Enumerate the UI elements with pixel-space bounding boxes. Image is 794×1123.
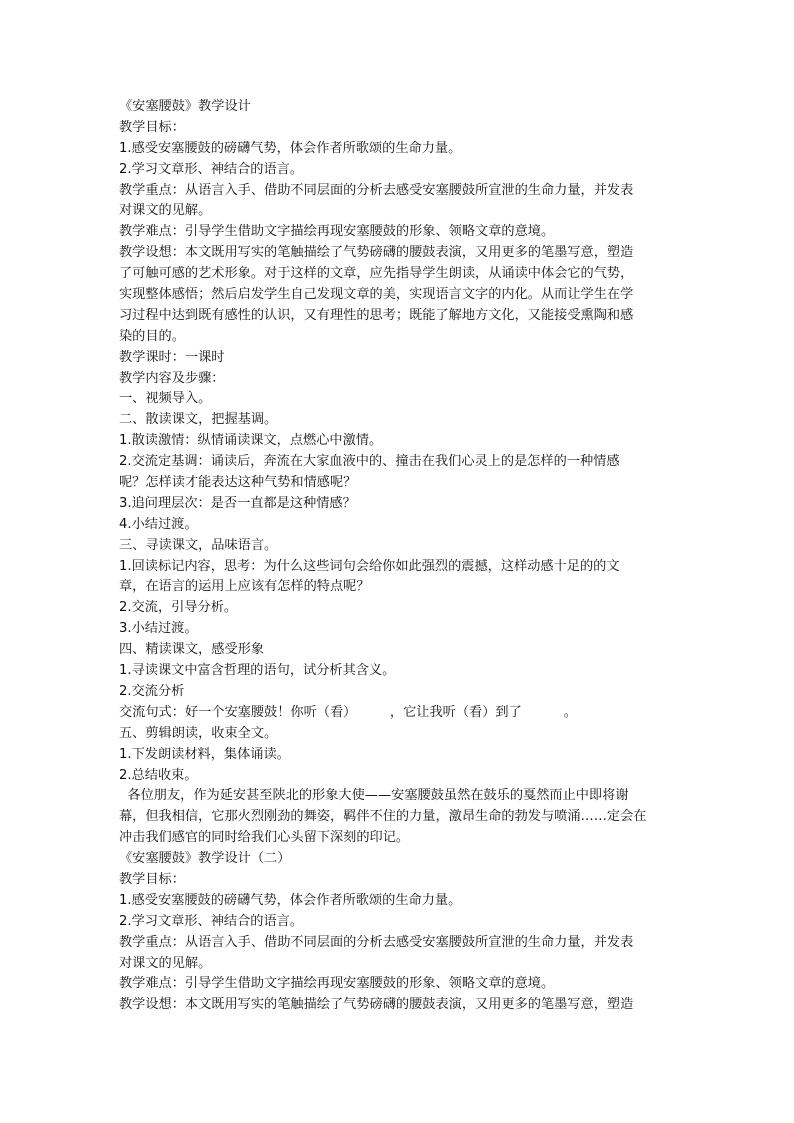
text-line: 染的目的。 xyxy=(119,328,185,344)
text-line: 教学内容及步骤： xyxy=(119,370,225,386)
text-line: 幕，但我相信，它那火烈刚劲的舞姿，羁伴不住的力量，激昂生命的勃发与喷涌……定会在 xyxy=(119,809,647,825)
text-line: 习过程中达到既有感性的认识，又有理性的思考；既能了解地方文化，又能接受熏陶和感 xyxy=(119,307,634,323)
document-body xyxy=(119,97,679,1016)
text-line: 教学课时：一课时 xyxy=(119,349,225,365)
text-line: 二、散读课文，把握基调。 xyxy=(119,412,278,428)
text-line: 交流句式：好一个安塞腰鼓！你听（看） ，它让我听（看）到了 。 xyxy=(119,704,577,720)
text-line: 三、寻读课文，品味语言。 xyxy=(119,537,278,553)
text-line: 3.小结过渡。 xyxy=(119,621,198,637)
text-line: 1.散读激情：纵情诵读课文，点燃心中激情。 xyxy=(119,433,383,449)
text-line: 教学重点：从语言入手、借助不同层面的分析去感受安塞腰鼓所宣泄的生命力量，并发表 xyxy=(119,934,634,950)
text-line: 对课文的见解。 xyxy=(119,955,212,971)
text-line: 冲击我们感官的同时给我们心头留下深刻的印记。 xyxy=(119,830,410,846)
text-line: 了可触可感的艺术形象。对于这样的文章，应先指导学生朗读，从诵读中体会它的气势， xyxy=(119,266,634,282)
text-line: 教学设想：本文既用写实的笔触描绘了气势磅礴的腰鼓表演，又用更多的笔墨写意，塑造 xyxy=(119,245,634,261)
text-line: 4.小结过渡。 xyxy=(119,516,198,532)
text-line: 四、精读课文，感受形象 xyxy=(119,642,265,658)
text-line: 1.回读标记内容，思考：为什么这些词句会给你如此强烈的震撼，这样动感十足的的文 xyxy=(119,558,620,574)
text-line: 实现整体感悟；然后启发学生自己发现文章的美，实现语言文字的内化。从而让学生在学 xyxy=(119,287,634,303)
text-line: 1.感受安塞腰鼓的磅礴气势，体会作者所歌颂的生命力量。 xyxy=(119,892,462,908)
text-line: 1.感受安塞腰鼓的磅礴气势，体会作者所歌颂的生命力量。 xyxy=(119,140,462,156)
text-line: 2.总结收束。 xyxy=(119,767,198,783)
text-line: 教学目标： xyxy=(119,119,185,135)
text-line: 2.学习文章形、神结合的语言。 xyxy=(119,913,304,929)
text-line: 《安塞腰鼓》教学设计（二） xyxy=(119,851,291,867)
text-line: 2.交流，引导分析。 xyxy=(119,600,238,616)
text-line: 各位朋友，作为延安甚至陕北的形象大使——安塞腰鼓虽然在鼓乐的戛然而止中即将谢 xyxy=(119,788,629,804)
text-line: 教学设想：本文既用写实的笔触描绘了气势磅礴的腰鼓表演，又用更多的笔墨写意，塑造 xyxy=(119,997,634,1013)
text-line: 对课文的见解。 xyxy=(119,203,212,219)
text-line: 1.下发朗读材料，集体诵读。 xyxy=(119,746,290,762)
text-line: 2.交流定基调：诵读后，奔流在大家血液中的、撞击在我们心灵上的是怎样的一种情感 xyxy=(119,454,620,470)
text-line: 《安塞腰鼓》教学设计 xyxy=(119,99,251,114)
text-line: 2.交流分析 xyxy=(119,683,185,699)
text-line: 2.学习文章形、神结合的语言。 xyxy=(119,161,304,177)
text-line: 五、剪辑朗读，收束全文。 xyxy=(119,725,278,741)
text-line: 一、视频导入。 xyxy=(119,391,212,407)
text-line: 教学难点：引导学生借助文字描绘再现安塞腰鼓的形象、领略文章的意境。 xyxy=(119,224,555,240)
text-line: 教学重点：从语言入手、借助不同层面的分析去感受安塞腰鼓所宣泄的生命力量，并发表 xyxy=(119,182,634,198)
text-line: 教学难点：引导学生借助文字描绘再现安塞腰鼓的形象、领略文章的意境。 xyxy=(119,976,555,992)
text-line: 章，在语言的运用上应该有怎样的特点呢？ xyxy=(119,579,370,595)
text-line: 呢？怎样读才能表达这种气势和情感呢？ xyxy=(119,475,357,491)
text-line: 3.追问理层次：是否一直都是这种情感？ xyxy=(119,495,356,511)
text-line: 1.寻读课文中富含哲理的语句，试分析其含义。 xyxy=(119,663,396,679)
text-line: 教学目标： xyxy=(119,871,185,887)
